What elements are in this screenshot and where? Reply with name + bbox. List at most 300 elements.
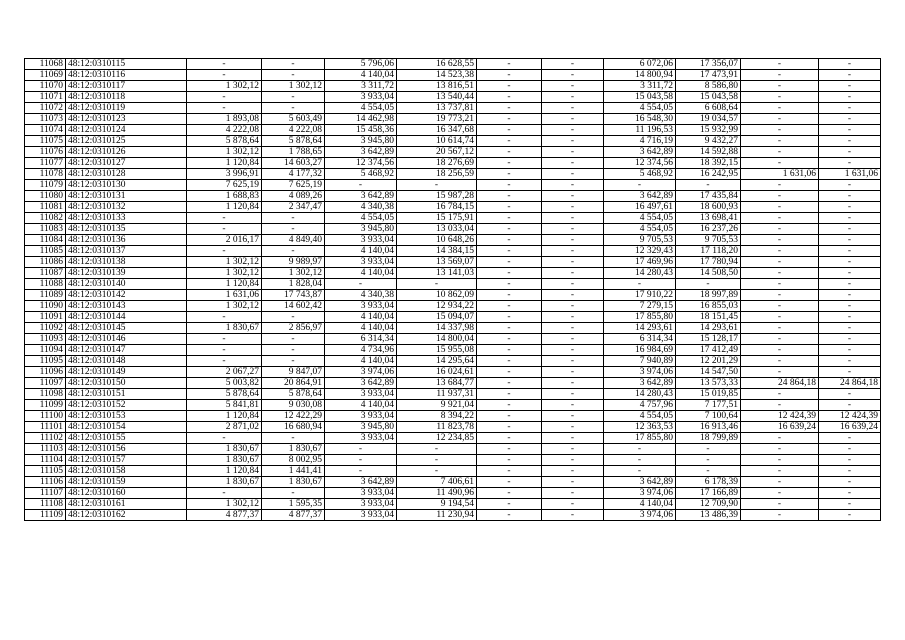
row-number-cell: 11079 xyxy=(25,180,66,191)
value-cell: - xyxy=(477,323,542,334)
value-cell: - xyxy=(819,70,881,81)
value-cell: 12 374,56 xyxy=(325,158,397,169)
value-cell: 9 030,08 xyxy=(262,400,325,411)
value-cell: 3 996,91 xyxy=(187,169,262,180)
value-cell: - xyxy=(477,510,542,521)
value-cell: - xyxy=(542,400,604,411)
table-row xyxy=(25,356,881,367)
value-cell: - xyxy=(542,59,604,70)
value-cell: 8 394,22 xyxy=(397,411,477,422)
value-cell: - xyxy=(741,334,819,345)
value-cell: 12 374,56 xyxy=(604,158,676,169)
value-cell: - xyxy=(542,158,604,169)
table-row xyxy=(25,246,881,257)
value-cell: 2 067,27 xyxy=(187,367,262,378)
value-cell: - xyxy=(477,444,542,455)
value-cell: - xyxy=(477,488,542,499)
table-row xyxy=(25,235,881,246)
value-cell: - xyxy=(325,466,397,477)
value-cell: 4 554,05 xyxy=(604,103,676,114)
value-cell: 1 302,12 xyxy=(262,268,325,279)
value-cell: - xyxy=(477,81,542,92)
value-cell: 11 937,31 xyxy=(397,389,477,400)
value-cell: 15 932,99 xyxy=(676,125,741,136)
value-cell: 14 337,98 xyxy=(397,323,477,334)
cadastral-number-cell: 48:12:0310142 xyxy=(66,290,187,301)
value-cell: 1 788,65 xyxy=(262,147,325,158)
cadastral-number-cell: 48:12:0310154 xyxy=(66,422,187,433)
row-number-cell: 11089 xyxy=(25,290,66,301)
value-cell: - xyxy=(741,202,819,213)
value-cell: - xyxy=(819,301,881,312)
table-row xyxy=(25,312,881,323)
value-cell: - xyxy=(741,257,819,268)
value-cell: 1 302,12 xyxy=(187,268,262,279)
value-cell: - xyxy=(325,180,397,191)
value-cell: 3 642,89 xyxy=(604,191,676,202)
value-cell: - xyxy=(187,224,262,235)
value-cell: - xyxy=(819,103,881,114)
value-cell: - xyxy=(542,345,604,356)
value-cell: 1 120,84 xyxy=(187,411,262,422)
value-cell: - xyxy=(741,290,819,301)
table-row xyxy=(25,345,881,356)
value-cell: 3 974,06 xyxy=(325,367,397,378)
cadastral-number-cell: 48:12:0310116 xyxy=(66,70,187,81)
value-cell: 1 302,12 xyxy=(187,257,262,268)
value-cell: 5 878,64 xyxy=(187,136,262,147)
value-cell: - xyxy=(741,444,819,455)
value-cell: 6 314,34 xyxy=(604,334,676,345)
value-cell: 3 933,04 xyxy=(325,411,397,422)
value-cell: 17 473,91 xyxy=(676,70,741,81)
value-cell: - xyxy=(819,257,881,268)
value-cell: 9 705,53 xyxy=(604,235,676,246)
table-row xyxy=(25,169,881,180)
value-cell: - xyxy=(741,70,819,81)
value-cell: - xyxy=(325,455,397,466)
cadastral-number-cell: 48:12:0310150 xyxy=(66,378,187,389)
value-cell: 6 178,39 xyxy=(676,477,741,488)
value-cell: 3 974,06 xyxy=(604,510,676,521)
value-cell: 3 933,04 xyxy=(325,433,397,444)
value-cell: - xyxy=(262,356,325,367)
cadastral-number-cell: 48:12:0310156 xyxy=(66,444,187,455)
value-cell: - xyxy=(477,312,542,323)
cadastral-number-cell: 48:12:0310152 xyxy=(66,400,187,411)
row-number-cell: 11091 xyxy=(25,312,66,323)
value-cell: - xyxy=(741,400,819,411)
value-cell: - xyxy=(819,246,881,257)
value-cell: 4 340,38 xyxy=(325,290,397,301)
row-number-cell: 11082 xyxy=(25,213,66,224)
value-cell: - xyxy=(187,59,262,70)
value-cell: - xyxy=(542,356,604,367)
row-number-cell: 11095 xyxy=(25,356,66,367)
row-number-cell: 11081 xyxy=(25,202,66,213)
value-cell: - xyxy=(477,334,542,345)
table-row xyxy=(25,400,881,411)
value-cell: - xyxy=(542,92,604,103)
value-cell: - xyxy=(477,59,542,70)
value-cell: 16 242,95 xyxy=(676,169,741,180)
value-cell: 16 855,03 xyxy=(676,301,741,312)
value-cell: - xyxy=(819,213,881,224)
value-cell: 14 602,42 xyxy=(262,301,325,312)
value-cell: - xyxy=(542,279,604,290)
value-cell: - xyxy=(477,477,542,488)
value-cell: 18 392,15 xyxy=(676,158,741,169)
value-cell: - xyxy=(477,202,542,213)
value-cell: 1 631,06 xyxy=(741,169,819,180)
table-row xyxy=(25,455,881,466)
value-cell: 8 002,95 xyxy=(262,455,325,466)
value-cell: 20 864,91 xyxy=(262,378,325,389)
value-cell: - xyxy=(819,400,881,411)
row-number-cell: 11109 xyxy=(25,510,66,521)
value-cell: - xyxy=(676,444,741,455)
value-cell: 3 642,89 xyxy=(604,378,676,389)
value-cell: - xyxy=(397,444,477,455)
value-cell: 17 118,20 xyxy=(676,246,741,257)
value-cell: 4 222,08 xyxy=(262,125,325,136)
value-cell: 18 276,69 xyxy=(397,158,477,169)
value-cell: 9 432,27 xyxy=(676,136,741,147)
value-cell: 16 639,24 xyxy=(741,422,819,433)
value-cell: 3 933,04 xyxy=(325,488,397,499)
value-cell: - xyxy=(262,92,325,103)
value-cell: - xyxy=(676,466,741,477)
value-cell: 1 631,06 xyxy=(819,169,881,180)
value-cell: - xyxy=(542,213,604,224)
table-row xyxy=(25,213,881,224)
cadastral-number-cell: 48:12:0310159 xyxy=(66,477,187,488)
row-number-cell: 11075 xyxy=(25,136,66,147)
value-cell: 4 554,05 xyxy=(604,213,676,224)
value-cell: 3 642,89 xyxy=(604,477,676,488)
value-cell: - xyxy=(741,147,819,158)
value-cell: - xyxy=(477,356,542,367)
table-row xyxy=(25,411,881,422)
value-cell: 13 684,77 xyxy=(397,378,477,389)
value-cell: 17 435,84 xyxy=(676,191,741,202)
value-cell: - xyxy=(819,81,881,92)
row-number-cell: 11094 xyxy=(25,345,66,356)
value-cell: 15 094,07 xyxy=(397,312,477,323)
value-cell: - xyxy=(819,356,881,367)
row-number-cell: 11072 xyxy=(25,103,66,114)
value-cell: - xyxy=(477,257,542,268)
value-cell: - xyxy=(676,180,741,191)
value-cell: 4 140,04 xyxy=(325,246,397,257)
table-row xyxy=(25,125,881,136)
value-cell: - xyxy=(741,466,819,477)
table-row xyxy=(25,202,881,213)
value-cell: - xyxy=(262,433,325,444)
value-cell: 17 780,94 xyxy=(676,257,741,268)
value-cell: 16 984,69 xyxy=(604,345,676,356)
cadastral-number-cell: 48:12:0310126 xyxy=(66,147,187,158)
row-number-cell: 11073 xyxy=(25,114,66,125)
table-row xyxy=(25,147,881,158)
value-cell: 4 177,32 xyxy=(262,169,325,180)
value-cell: - xyxy=(325,279,397,290)
value-cell: 12 329,43 xyxy=(604,246,676,257)
value-cell: - xyxy=(542,125,604,136)
table-row xyxy=(25,323,881,334)
value-cell: - xyxy=(604,455,676,466)
value-cell: - xyxy=(676,455,741,466)
value-cell: - xyxy=(676,279,741,290)
value-cell: - xyxy=(477,147,542,158)
row-number-cell: 11105 xyxy=(25,466,66,477)
value-cell: - xyxy=(542,103,604,114)
row-number-cell: 11108 xyxy=(25,499,66,510)
value-cell: - xyxy=(477,455,542,466)
cadastral-number-cell: 48:12:0310157 xyxy=(66,455,187,466)
value-cell: 4 140,04 xyxy=(604,499,676,510)
value-cell: 14 523,38 xyxy=(397,70,477,81)
cadastral-number-cell: 48:12:0310151 xyxy=(66,389,187,400)
value-cell: - xyxy=(819,92,881,103)
value-cell: 3 933,04 xyxy=(325,499,397,510)
value-cell: 5 603,49 xyxy=(262,114,325,125)
table-row xyxy=(25,334,881,345)
value-cell: 1 830,67 xyxy=(187,323,262,334)
value-cell: - xyxy=(819,114,881,125)
value-cell: - xyxy=(542,169,604,180)
row-number-cell: 11077 xyxy=(25,158,66,169)
value-cell: - xyxy=(477,235,542,246)
value-cell: 7 177,51 xyxy=(676,400,741,411)
value-cell: 3 933,04 xyxy=(325,235,397,246)
value-cell: 3 945,80 xyxy=(325,422,397,433)
value-cell: - xyxy=(262,59,325,70)
value-cell: 15 458,36 xyxy=(325,125,397,136)
row-number-cell: 11096 xyxy=(25,367,66,378)
table-row xyxy=(25,180,881,191)
value-cell: 4 554,05 xyxy=(325,213,397,224)
value-cell: - xyxy=(741,345,819,356)
value-cell: - xyxy=(187,356,262,367)
value-cell: - xyxy=(262,103,325,114)
cadastral-number-cell: 48:12:0310137 xyxy=(66,246,187,257)
cadastral-number-cell: 48:12:0310118 xyxy=(66,92,187,103)
value-cell: 1 302,12 xyxy=(262,81,325,92)
value-cell: - xyxy=(187,246,262,257)
value-cell: 9 989,97 xyxy=(262,257,325,268)
value-cell: - xyxy=(187,213,262,224)
cadastral-number-cell: 48:12:0310132 xyxy=(66,202,187,213)
value-cell: 3 642,89 xyxy=(604,147,676,158)
value-cell: 18 799,89 xyxy=(676,433,741,444)
value-cell: - xyxy=(542,290,604,301)
value-cell: - xyxy=(477,213,542,224)
value-cell: 14 592,88 xyxy=(676,147,741,158)
value-cell: 16 024,61 xyxy=(397,367,477,378)
value-cell: - xyxy=(397,455,477,466)
value-cell: 8 586,80 xyxy=(676,81,741,92)
value-cell: 11 230,94 xyxy=(397,510,477,521)
table-row xyxy=(25,499,881,510)
value-cell: - xyxy=(187,334,262,345)
cadastral-number-cell: 48:12:0310140 xyxy=(66,279,187,290)
value-cell: 14 293,61 xyxy=(604,323,676,334)
value-cell: 1 595,35 xyxy=(262,499,325,510)
cadastral-number-cell: 48:12:0310155 xyxy=(66,433,187,444)
value-cell: 1 441,41 xyxy=(262,466,325,477)
value-cell: - xyxy=(397,180,477,191)
value-cell: - xyxy=(819,279,881,290)
value-cell: 13 737,81 xyxy=(397,103,477,114)
value-cell: - xyxy=(477,191,542,202)
value-cell: 4 140,04 xyxy=(325,356,397,367)
value-cell: - xyxy=(477,400,542,411)
cadastral-number-cell: 48:12:0310145 xyxy=(66,323,187,334)
table-row xyxy=(25,224,881,235)
row-number-cell: 11102 xyxy=(25,433,66,444)
value-cell: - xyxy=(542,378,604,389)
value-cell: 1 302,12 xyxy=(187,499,262,510)
value-cell: - xyxy=(542,334,604,345)
cadastral-number-cell: 48:12:0310138 xyxy=(66,257,187,268)
value-cell: 1 120,84 xyxy=(187,279,262,290)
value-cell: - xyxy=(741,81,819,92)
value-cell: - xyxy=(477,466,542,477)
value-cell: 19 034,57 xyxy=(676,114,741,125)
value-cell: 1 830,67 xyxy=(187,455,262,466)
value-cell: 7 940,89 xyxy=(604,356,676,367)
value-cell: 11 490,96 xyxy=(397,488,477,499)
value-cell: 5 796,06 xyxy=(325,59,397,70)
value-cell: 7 625,19 xyxy=(262,180,325,191)
value-cell: 1 830,67 xyxy=(187,444,262,455)
value-cell: - xyxy=(819,499,881,510)
value-cell: 15 019,85 xyxy=(676,389,741,400)
value-cell: 9 705,53 xyxy=(676,235,741,246)
table-row xyxy=(25,279,881,290)
value-cell: - xyxy=(542,389,604,400)
value-cell: 4 849,40 xyxy=(262,235,325,246)
value-cell: - xyxy=(819,147,881,158)
value-cell: - xyxy=(542,70,604,81)
value-cell: - xyxy=(542,367,604,378)
row-number-cell: 11086 xyxy=(25,257,66,268)
value-cell: 4 554,05 xyxy=(604,224,676,235)
cadastral-number-cell: 48:12:0310130 xyxy=(66,180,187,191)
value-cell: 15 043,58 xyxy=(604,92,676,103)
table-row xyxy=(25,488,881,499)
value-cell: - xyxy=(741,158,819,169)
value-cell: 1 828,04 xyxy=(262,279,325,290)
value-cell: - xyxy=(819,510,881,521)
value-cell: - xyxy=(741,235,819,246)
value-cell: 14 800,94 xyxy=(604,70,676,81)
value-cell: 4 734,96 xyxy=(325,345,397,356)
value-cell: 3 933,04 xyxy=(325,257,397,268)
table-row xyxy=(25,114,881,125)
value-cell: - xyxy=(262,312,325,323)
value-cell: - xyxy=(542,323,604,334)
value-cell: 1 688,83 xyxy=(187,191,262,202)
value-cell: 16 347,68 xyxy=(397,125,477,136)
value-cell: 14 295,64 xyxy=(397,356,477,367)
value-cell: 1 830,67 xyxy=(187,477,262,488)
value-cell: - xyxy=(477,389,542,400)
value-cell: - xyxy=(741,356,819,367)
value-cell: 3 974,06 xyxy=(604,488,676,499)
value-cell: - xyxy=(741,499,819,510)
value-cell: 5 468,92 xyxy=(604,169,676,180)
value-cell: - xyxy=(542,312,604,323)
value-cell: - xyxy=(819,202,881,213)
cadastral-number-cell: 48:12:0310160 xyxy=(66,488,187,499)
value-cell: 3 311,72 xyxy=(604,81,676,92)
value-cell: 1 120,84 xyxy=(187,158,262,169)
value-cell: - xyxy=(187,433,262,444)
row-number-cell: 11080 xyxy=(25,191,66,202)
cadastral-number-cell: 48:12:0310119 xyxy=(66,103,187,114)
value-cell: - xyxy=(477,114,542,125)
value-cell: - xyxy=(477,499,542,510)
value-cell: 16 548,30 xyxy=(604,114,676,125)
value-cell: - xyxy=(542,488,604,499)
row-number-cell: 11087 xyxy=(25,268,66,279)
value-cell: 17 855,80 xyxy=(604,312,676,323)
value-cell: 3 642,89 xyxy=(325,147,397,158)
value-cell: - xyxy=(741,180,819,191)
cadastral-number-cell: 48:12:0310115 xyxy=(66,59,187,70)
value-cell: 3 642,89 xyxy=(325,191,397,202)
value-cell: 11 196,53 xyxy=(604,125,676,136)
value-cell: - xyxy=(542,246,604,257)
value-cell: - xyxy=(542,224,604,235)
value-cell: 1 830,67 xyxy=(262,444,325,455)
value-cell: - xyxy=(477,433,542,444)
table-row xyxy=(25,378,881,389)
value-cell: - xyxy=(187,103,262,114)
value-cell: - xyxy=(477,180,542,191)
value-cell: 12 422,29 xyxy=(262,411,325,422)
value-cell: 13 573,33 xyxy=(676,378,741,389)
cadastral-number-cell: 48:12:0310135 xyxy=(66,224,187,235)
value-cell: - xyxy=(741,136,819,147)
value-cell: 1 830,67 xyxy=(262,477,325,488)
value-cell: - xyxy=(477,136,542,147)
cadastral-number-cell: 48:12:0310123 xyxy=(66,114,187,125)
value-cell: 16 913,46 xyxy=(676,422,741,433)
value-cell: - xyxy=(741,103,819,114)
value-cell: - xyxy=(819,433,881,444)
value-cell: - xyxy=(262,334,325,345)
value-cell: 2 856,97 xyxy=(262,323,325,334)
value-cell: - xyxy=(262,345,325,356)
value-cell: - xyxy=(542,433,604,444)
value-cell: - xyxy=(819,389,881,400)
value-cell: 9 847,07 xyxy=(262,367,325,378)
value-cell: 14 800,04 xyxy=(397,334,477,345)
value-cell: 12 234,85 xyxy=(397,433,477,444)
table-row xyxy=(25,92,881,103)
row-number-cell: 11101 xyxy=(25,422,66,433)
value-cell: 16 628,55 xyxy=(397,59,477,70)
value-cell: 4 757,96 xyxy=(604,400,676,411)
value-cell: 13 540,44 xyxy=(397,92,477,103)
value-cell: - xyxy=(477,301,542,312)
value-cell: 14 280,43 xyxy=(604,268,676,279)
row-number-cell: 11107 xyxy=(25,488,66,499)
value-cell: - xyxy=(477,224,542,235)
